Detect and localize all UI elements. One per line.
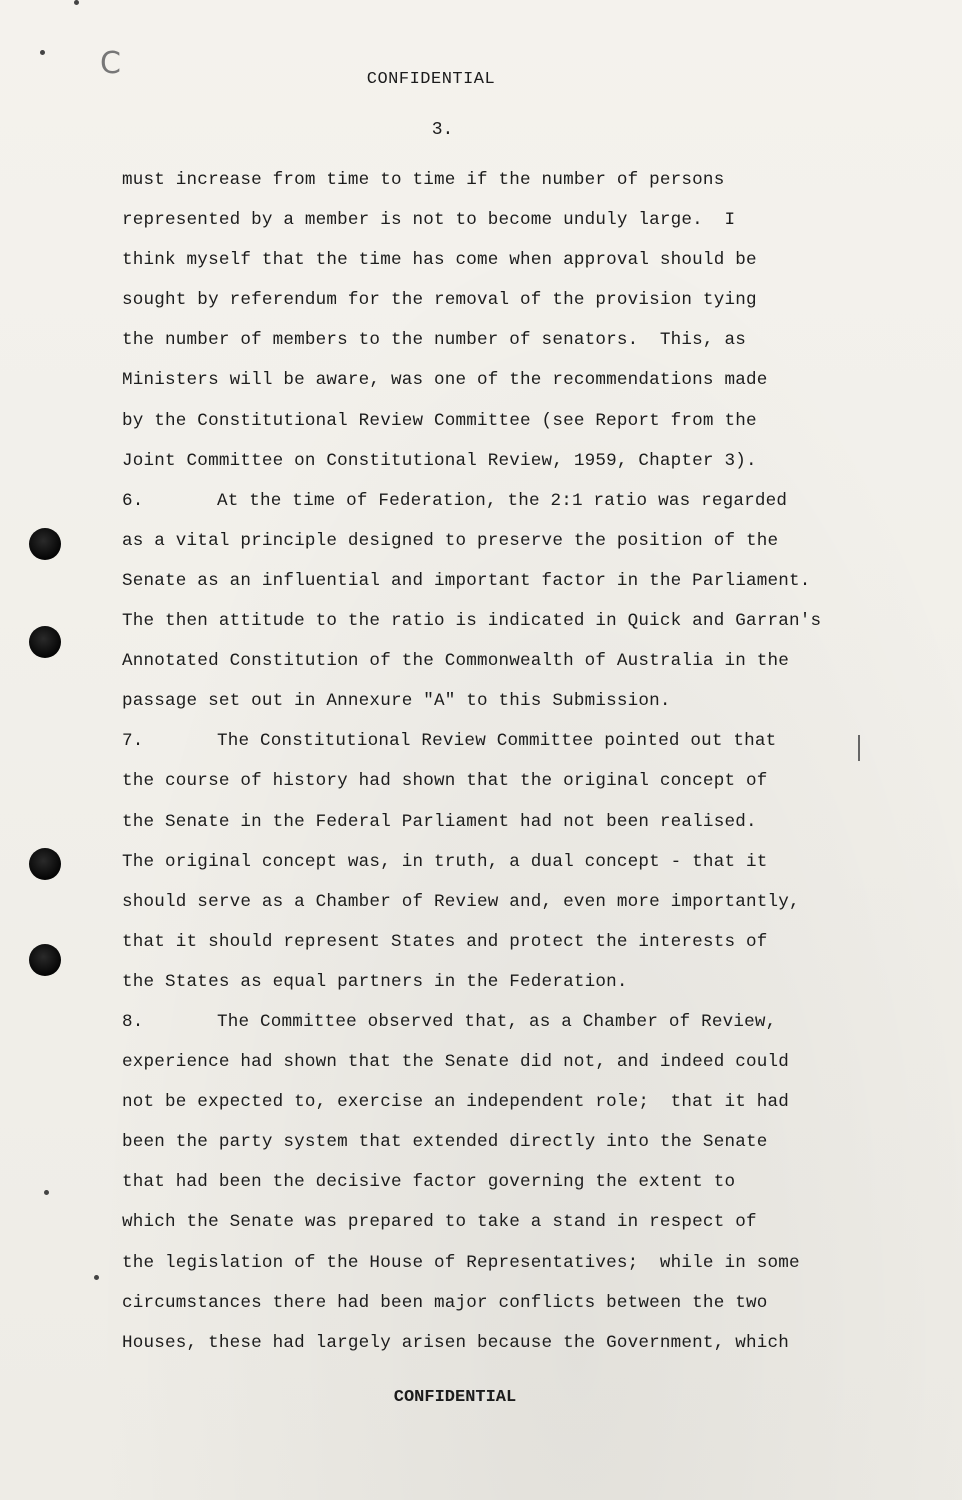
line-text: the course of history had shown that the original concept of [122, 771, 768, 792]
margin-mark [858, 735, 860, 761]
line-text: Annotated Constitution of the Commonwealth of Australia in the [122, 651, 789, 672]
text-line [122, 928, 922, 968]
body-text [122, 166, 922, 1369]
text-line [122, 808, 922, 848]
line-text: the States as equal partners in the Federation. [122, 971, 628, 992]
line-text: passage set out in Annexure "A" to this Submission. [122, 691, 671, 712]
text-line [122, 1249, 922, 1289]
speck [40, 50, 45, 55]
line-text: that it should represent States and protect the interests of [122, 931, 768, 952]
line-text: The then attitude to the ratio is indicated in Quick and Garran's [122, 611, 822, 632]
text-line [122, 1168, 922, 1208]
text-line [122, 286, 922, 326]
text-line [122, 647, 922, 687]
line-text: The original concept was, in truth, a dual concept - that it [122, 851, 768, 872]
text-line [122, 1289, 922, 1329]
text-line [122, 246, 922, 286]
line-text: Joint Committee on Constitutional Review, 1959, Chapter 3). [122, 450, 757, 471]
text-line [122, 1128, 922, 1168]
line-text: Senate as an influential and important factor in the Parliament. [122, 570, 811, 591]
text-line [122, 487, 922, 527]
speck [74, 0, 79, 5]
line-text: must increase from time to time if the number of persons [122, 170, 725, 190]
page-number: 3. [431, 120, 454, 140]
text-line [122, 968, 922, 1008]
line-text: represented by a member is not to become unduly large. I [122, 210, 736, 231]
line-text: as a vital principle designed to preserve the position of the [122, 530, 779, 551]
line-text: not be expected to, exercise an independent role; that it had [122, 1092, 789, 1113]
line-text: which the Senate was prepared to take a stand in respect of [122, 1212, 757, 1233]
text-line [122, 727, 922, 767]
line-text: circumstances there had been major conflicts between the two [122, 1292, 768, 1313]
line-text: by the Constitutional Review Committee (see Report from the [122, 410, 757, 431]
text-line [122, 767, 922, 807]
text-line [122, 567, 922, 607]
text-line [122, 326, 922, 366]
speck [94, 1275, 99, 1280]
line-text: Houses, these had largely arisen because the Government, which [122, 1332, 789, 1353]
text-line [122, 848, 922, 888]
text-line [122, 366, 922, 406]
text-line [122, 447, 922, 487]
text-line [122, 607, 922, 647]
punch-hole [29, 944, 61, 976]
punch-hole [29, 848, 61, 880]
footer-classification: CONFIDENTIAL [393, 1388, 517, 1407]
speck [44, 1190, 49, 1195]
text-line [122, 527, 922, 567]
text-line [122, 1008, 922, 1048]
line-text: At the time of Federation, the 2:1 ratio was regarded [217, 490, 788, 511]
punch-hole [29, 626, 61, 658]
text-line [122, 888, 922, 928]
line-text: think myself that the time has come when approval should be [122, 250, 757, 271]
punch-hole [29, 528, 61, 560]
line-text: that had been the decisive factor governing the extent to [122, 1172, 736, 1193]
text-line [122, 166, 922, 206]
text-line [122, 1048, 922, 1088]
line-text: The Constitutional Review Committee pointed out that [217, 731, 777, 752]
text-line [122, 1208, 922, 1248]
line-text: sought by referendum for the removal of the provision tying [122, 290, 757, 311]
paragraph-number: 6. [122, 490, 144, 511]
paragraph-number: 7. [122, 731, 144, 752]
line-text: Ministers will be aware, was one of the recommendations made [122, 370, 768, 391]
line-text: been the party system that extended directly into the Senate [122, 1132, 768, 1153]
line-text: the Senate in the Federal Parliament had not been realised. [122, 811, 757, 832]
header-classification: CONFIDENTIAL [366, 70, 496, 89]
text-line [122, 1329, 922, 1369]
text-line [122, 407, 922, 447]
text-line [122, 1088, 922, 1128]
corner-mark: C [100, 46, 121, 81]
line-text: The Committee observed that, as a Chamber of Review, [217, 1011, 777, 1032]
line-text: the number of members to the number of senators. This, as [122, 330, 746, 351]
paragraph-number: 8. [122, 1011, 144, 1032]
text-line [122, 206, 922, 246]
line-text: experience had shown that the Senate did not, and indeed could [122, 1052, 789, 1073]
text-line [122, 687, 922, 727]
line-text: the legislation of the House of Representatives; while in some [122, 1252, 800, 1273]
line-text: should serve as a Chamber of Review and, even more importantly, [122, 891, 800, 912]
